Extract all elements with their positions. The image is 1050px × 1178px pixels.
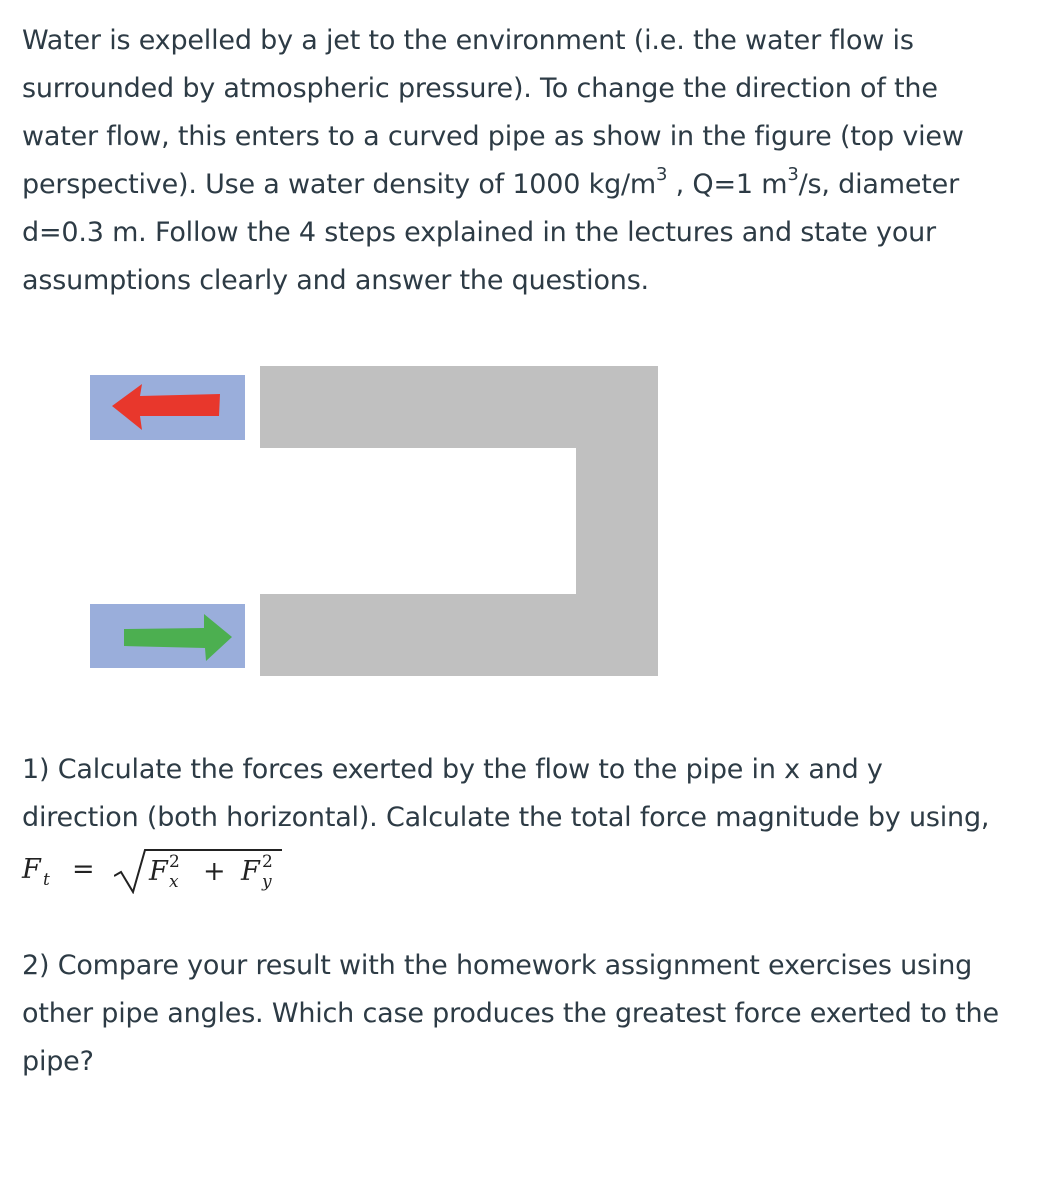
formula-lhs-subscript: t [43,870,50,890]
formula-equals: = [72,854,95,885]
formula-plus: + [203,856,226,887]
intro-line-2: surrounded by atmospheric pressure). To change the direction of the [22,73,938,104]
formula-term-2-symbol: F [241,856,260,887]
problem-statement [22,17,1042,305]
intro-line-6: assumptions clearly and answer the questions. [22,265,649,296]
intro-line-4-b: , Q=1 m [667,169,788,200]
intro-line-5: d=0.3 m. Follow the 4 steps explained in the lectures and state your [22,217,936,248]
question-2 [22,942,1042,1086]
density-unit-exponent: 3 [656,164,668,185]
question-2-line-2: other pipe angles. Which case produces the greatest force exerted to the [22,998,999,1029]
formula-term-2-superscript: 2 [262,852,273,872]
question-1-line-1: 1) Calculate the forces exerted by the flow to the pipe in x and y [22,754,883,785]
formula-term-2-subscript: y [262,872,272,892]
formula-term-1-symbol: F [149,856,168,887]
formula-term-1-superscript: 2 [169,852,180,872]
intro-line-4 [22,161,1042,209]
formula-term-1-subscript: x [169,872,179,892]
question-1-line-2: direction (both horizontal). Calculate the total force magnitude by using, [22,802,990,833]
outlet-jet [90,375,245,440]
question-1 [22,746,1042,842]
flow-unit-exponent: 3 [787,164,799,185]
question-2-line-3: pipe? [22,1046,94,1077]
intro-line-4-c: /s, diameter [798,169,959,200]
intro-line-4-a: perspective). Use a water density of 1000 kg/m [22,169,657,200]
inlet-jet [90,604,245,668]
pipe-bottom-segment [260,594,658,676]
question-2-line-1: 2) Compare your result with the homework assignment exercises using [22,950,973,981]
curved-pipe [260,366,658,676]
formula-lhs-symbol: F [22,854,41,885]
intro-line-3: water flow, this enters to a curved pipe as show in the figure (top view [22,121,964,152]
intro-line-1: Water is expelled by a jet to the environment (i.e. the water flow is [22,25,914,56]
